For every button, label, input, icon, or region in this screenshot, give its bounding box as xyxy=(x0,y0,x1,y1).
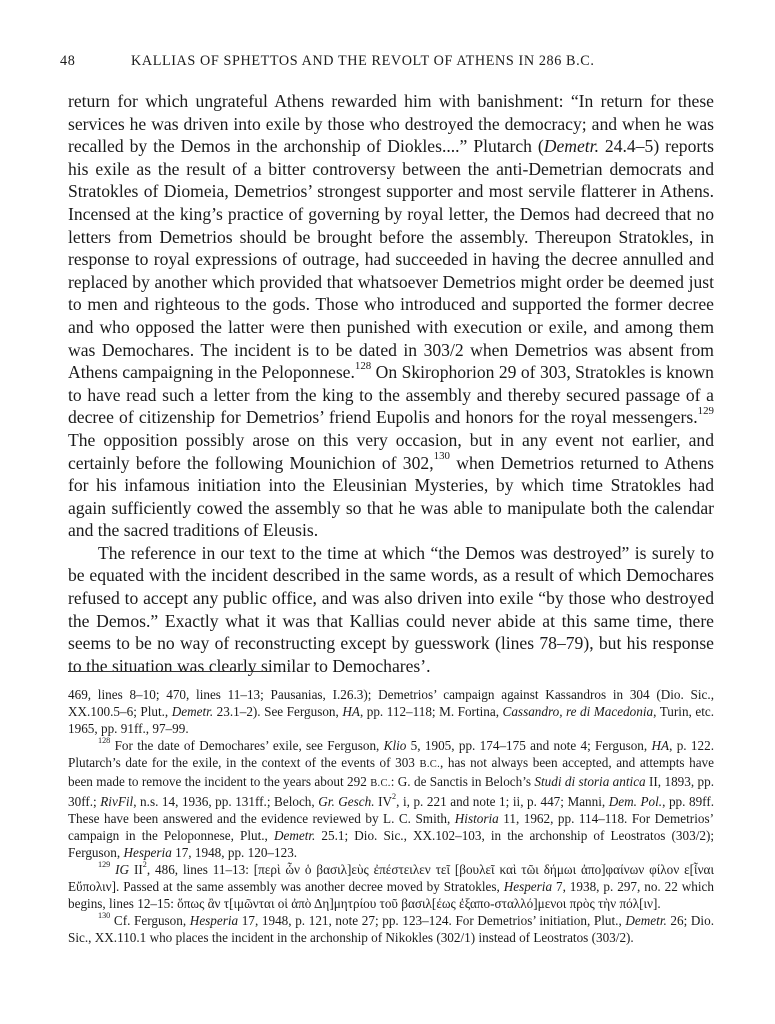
footnote-number: 130 xyxy=(98,911,111,921)
footnote-ref-130[interactable]: 130 xyxy=(433,450,450,463)
footnote-number: 129 xyxy=(98,859,111,869)
running-title: KALLIAS OF SPHETTOS AND THE REVOLT OF ATHENS IN 286 B.C. xyxy=(131,53,595,69)
footnote-continuation: 469, lines 8–10; 470, lines 11–13; Pausanias, I.26.3); Demetrios’ campaign against Kassandros in 304 (Dio. Sic., XX.100.5–6; Plut., Demetr. 23.1–2). See Ferguson, HA, pp. 112–118; M. Fortina, Cassandro, re di Macedonia, Turin, etc. 1965, pp. 91ff., 97–99. xyxy=(68,687,715,737)
paragraph-1: return for which ungrateful Athens rewarded him with banishment: “In return for these services he was driven into exile by those who destroyed the democracy; and when he was recalled by the Demos in the archonship of Diokles....” Plutarch (Demetr. 24.4–5) reports his exile as the result of a bitter controversy between the anti-Demetrian democrats and Stratokles of Diomeia, Demetrios’ strongest supporter and most servile flatterer in Athens. Incensed at the king’s practice of governing by royal letter, the Demos had decreed that no letters from Demetrios should be brought before the assembly. Thereupon Stratokles, in response to royal expressions of outrage, had succeeded in having the decree annulled and replaced by another which provided that whatsoever Demetrios might order be deemed just to men and righteous to the gods. Those who introduced and supported the former decree and who opposed the latter were then punished with execution or exile, and among them was Demochares. The incident is to be dated in 303/2 when Demetrios was absent from Athens campaigning in the Peloponnese.$^{128}$ On Skirophorion 29 of 303, Stratokles is known to have read such a letter from the king to the assembly and thereby secured passage of a decree of citizenship for Demetrios’ friend Eupolis and honors for the royal messengers.$^{129}$ The opposition possibly arose on this very occasion, but in any event not earlier, and certainly before the following Mounichion of 302,$^{130}$ when Demetrios returned to Athens for his infamous initiation into the Eleusinian Mysteries, by which time Stratokles had again sufficiently cowed the assembly so that he was able to manipulate both the calendar and the sacred traditions of Eleusis. xyxy=(68,91,715,541)
footnote-ref-128[interactable]: 128 xyxy=(354,360,372,373)
footnote-number: 128 xyxy=(98,736,111,746)
main-text xyxy=(68,90,714,677)
footnotes xyxy=(68,686,714,946)
page-header xyxy=(60,53,720,75)
page-number: 48 xyxy=(60,53,76,69)
footnote-divider xyxy=(68,671,270,672)
footnote-129: $^{129}$ IG $II^2$, 486, lines 11–13: [περὶ ὧν ὁ βασιλ]εὺς ἐπέστειλεν τεῖ [βουλεῖ καὶ τῶι δήμωι ἀπο]φαίνων φίλον ε[ἶναι Εὔπολιν]. Passed at the same assembly was another decree moved by Stratokles, Hesperia 7, 1938, p. 297, no. 22 which begins, lines 12–15: ὅπως ἂν τ[ιμῶνται οἱ ἀπὸ Δη]μητρίου τοῦ βασιλ[έως ἐξαπο-σταλλό]μενοι πρὸς τὴν πόλ[ιν]. xyxy=(68,859,714,912)
paragraph-2: The reference in our text to the time at which “the Demos was destroyed” is surely to be equated with the incident described in the same words, as a result of which Demochares refused to accept any public office, and was also driven into exile “by those who destroyed the Demos.” Exactly what it was that Kallias could never abide at this same time, there seems to be no way of reconstructing except by guesswork (lines 78–79), but his response to the situation was clearly similar to Demochares’. xyxy=(68,542,714,676)
work-title: Demetr. xyxy=(543,136,599,157)
footnote-130: $^{130}$ Cf. Ferguson, Hesperia 17, 1948, p. 121, note 27; pp. 123–124. For Demetrios’ initiation, Plut., Demetr. 26; Dio. Sic., XX.110.1 who places the incident in the archonship of Nikokles (302/1) instead of Leostratos (303/2). xyxy=(68,911,714,946)
footnote-128: $^{128}$ For the date of Demochares’ exile, see Ferguson, Klio 5, 1905, pp. 174–175 and note 4; Ferguson, HA, p. 122. Plutarch’s date for the exile, in the context of the events of 303 B.C., has not always been accepted, and attempts have been made to remove the incident to the years about 292 B.C.: G. de Sanctis in Beloch’s Studi di storia antica II, 1893, pp. 30ff.; RivFil, n.s. 14, 1936, pp. 131ff.; Beloch, Gr. Gesch. $IV^2$, i, p. 221 and note 1; ii, p. 447; Manni, Dem. Pol., pp. 89ff. These have been answered and the evidence reviewed by L. C. Smith, Historia 11, 1962, pp. 114–118. For Demetrios’ campaign in the Peloponnese, Plut., Demetr. 25.1; Dio. Sic., XX.102–103, in the archonship of Leostratos (303/2); Ferguson, Hesperia 17, 1948, pp. 120–123. xyxy=(68,736,715,860)
footnote-ref-129[interactable]: 129 xyxy=(697,405,714,418)
